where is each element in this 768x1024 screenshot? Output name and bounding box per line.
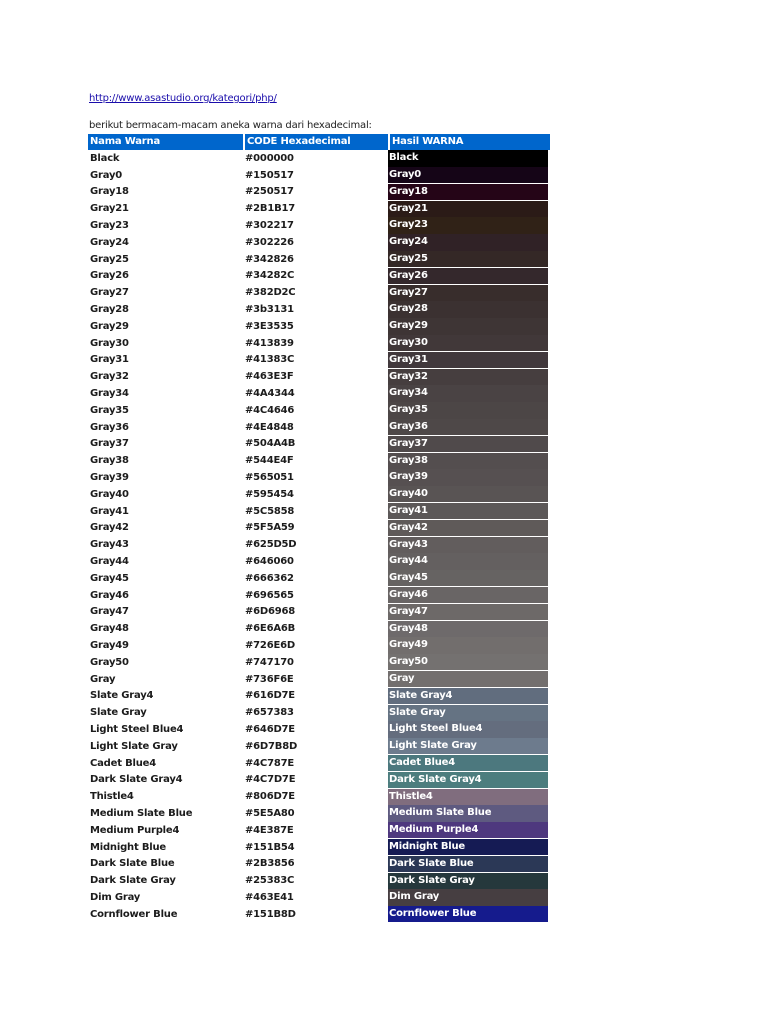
color-code: #5F5A59 <box>245 522 295 534</box>
color-code: #726E6D <box>245 640 295 651</box>
color-swatch: Gray48 <box>388 621 548 637</box>
color-swatch: Gray45 <box>388 570 548 586</box>
color-code: #6D7B8D <box>245 740 298 752</box>
color-code: #2B3856 <box>245 858 295 870</box>
color-name: Gray30 <box>90 337 129 349</box>
color-swatch: Medium Purple4 <box>388 822 548 838</box>
color-code: #3E3535 <box>245 320 294 332</box>
color-name: Gray25 <box>90 253 129 265</box>
color-name: Midnight Blue <box>90 841 166 853</box>
table-row <box>88 503 550 520</box>
table-row <box>88 368 550 385</box>
color-name: Gray38 <box>90 455 129 467</box>
color-name: Light Slate Gray <box>90 740 178 752</box>
color-swatch: Gray44 <box>388 553 548 569</box>
color-name: Gray37 <box>90 438 129 450</box>
table-row <box>88 755 550 772</box>
color-swatch: Light Steel Blue4 <box>388 721 548 737</box>
color-swatch: Gray43 <box>388 537 548 553</box>
color-swatch: Gray <box>388 671 548 687</box>
table-row <box>88 839 550 856</box>
color-name: Gray48 <box>90 623 129 635</box>
table-row <box>88 620 550 637</box>
color-code: #4A4344 <box>245 388 295 400</box>
color-name: Gray32 <box>90 371 129 383</box>
color-code: #544E4F <box>245 455 294 467</box>
color-name: Light Steel Blue4 <box>90 723 184 735</box>
color-swatch: Gray37 <box>388 436 548 452</box>
color-name: Gray47 <box>90 606 129 618</box>
table-row <box>88 419 550 436</box>
color-name: Slate Gray4 <box>90 690 154 702</box>
table-row <box>88 234 550 251</box>
table-row <box>88 889 550 906</box>
color-code: #4C787E <box>245 757 294 769</box>
table-row <box>88 452 550 469</box>
table-row <box>88 822 550 839</box>
color-code: #6E6A6B <box>245 623 296 635</box>
color-swatch: Gray18 <box>388 184 548 200</box>
color-swatch: Dark Slate Gray <box>388 873 548 889</box>
color-name: Medium Purple4 <box>90 824 180 836</box>
table-row <box>88 520 550 537</box>
table-row <box>88 352 550 369</box>
color-code: #463E3F <box>245 371 294 383</box>
color-table <box>88 134 550 923</box>
color-name: Gray35 <box>90 404 129 416</box>
color-swatch: Medium Slate Blue <box>388 805 548 821</box>
table-row <box>88 688 550 705</box>
color-code: #151B54 <box>245 841 295 853</box>
color-swatch: Gray35 <box>388 402 548 418</box>
color-code: #000000 <box>245 152 294 164</box>
color-code: #5E5A80 <box>245 807 295 819</box>
color-swatch: Gray34 <box>388 385 548 401</box>
table-row <box>88 184 550 201</box>
table-row <box>88 704 550 721</box>
table-row <box>88 570 550 587</box>
color-name: Gray42 <box>90 522 129 534</box>
color-name: Gray31 <box>90 354 129 366</box>
color-code: #657383 <box>245 707 294 719</box>
table-row <box>88 805 550 822</box>
color-code: #595454 <box>245 488 294 500</box>
color-name: Gray18 <box>90 186 129 198</box>
color-name: Gray0 <box>90 169 123 181</box>
color-name: Gray27 <box>90 287 129 299</box>
color-code: #806D7E <box>245 791 295 803</box>
color-code: #41383C <box>245 354 295 366</box>
color-swatch: Cadet Blue4 <box>388 755 548 771</box>
color-swatch: Gray47 <box>388 604 548 620</box>
color-swatch: Gray39 <box>388 469 548 485</box>
color-swatch: Dark Slate Gray4 <box>388 772 548 788</box>
color-code: #151B8D <box>245 908 296 920</box>
color-name: Gray39 <box>90 472 129 484</box>
color-name: Slate Gray <box>90 707 147 719</box>
color-swatch: Dim Gray <box>388 889 548 905</box>
color-code: #616D7E <box>245 690 295 702</box>
table-row <box>88 654 550 671</box>
color-name: Gray29 <box>90 320 129 332</box>
table-row <box>88 637 550 654</box>
header-name: Nama Warna <box>88 134 243 150</box>
table-row <box>88 402 550 419</box>
color-swatch: Thistle4 <box>388 789 548 805</box>
color-code: #646D7E <box>245 723 295 735</box>
color-swatch: Gray42 <box>388 520 548 536</box>
table-row <box>88 855 550 872</box>
color-swatch: Gray40 <box>388 486 548 502</box>
color-code: #3b3131 <box>245 304 294 316</box>
color-code: #250517 <box>245 186 294 198</box>
color-swatch: Gray28 <box>388 301 548 317</box>
color-code: #625D5D <box>245 539 297 551</box>
color-name: Dark Slate Gray <box>90 875 176 887</box>
color-code: #565051 <box>245 472 294 484</box>
table-row <box>88 604 550 621</box>
color-swatch: Gray46 <box>388 587 548 603</box>
table-row <box>88 268 550 285</box>
color-name: Gray44 <box>90 556 129 568</box>
color-code: #5C5858 <box>245 505 295 517</box>
table-row <box>88 536 550 553</box>
color-swatch: Gray0 <box>388 167 548 183</box>
color-name: Dim Gray <box>90 891 141 903</box>
color-swatch: Gray21 <box>388 201 548 217</box>
color-swatch: Black <box>388 150 548 166</box>
color-code: #302226 <box>245 236 294 248</box>
color-code: #736F6E <box>245 673 294 685</box>
color-name: Gray50 <box>90 656 129 668</box>
color-name: Gray28 <box>90 304 129 316</box>
color-code: #463E41 <box>245 891 294 903</box>
color-swatch: Gray23 <box>388 217 548 233</box>
color-name: Gray <box>90 673 116 685</box>
color-swatch: Gray27 <box>388 285 548 301</box>
source-link[interactable]: http://www.asastudio.org/kategori/php/ <box>89 93 277 104</box>
table-row <box>88 671 550 688</box>
table-row <box>88 301 550 318</box>
header-result: Hasil WARNA <box>390 134 550 150</box>
color-swatch: Gray25 <box>388 251 548 267</box>
color-code: #302217 <box>245 220 294 232</box>
color-name: Gray46 <box>90 589 129 601</box>
color-swatch: Gray31 <box>388 352 548 368</box>
color-name: Cornflower Blue <box>90 908 178 920</box>
color-code: #25383C <box>245 875 295 887</box>
color-code: #696565 <box>245 589 294 601</box>
table-row <box>88 284 550 301</box>
color-code: #34282C <box>245 270 295 282</box>
color-name: Gray45 <box>90 572 129 584</box>
table-header <box>88 134 550 150</box>
color-code: #6D6968 <box>245 606 296 618</box>
color-code: #150517 <box>245 169 294 181</box>
color-swatch: Cornflower Blue <box>388 906 548 922</box>
color-code: #4C7D7E <box>245 774 296 786</box>
color-code: #4E4848 <box>245 421 294 433</box>
color-swatch: Gray29 <box>388 318 548 334</box>
color-swatch: Gray32 <box>388 369 548 385</box>
table-row <box>88 217 550 234</box>
color-name: Gray26 <box>90 270 129 282</box>
color-name: Black <box>90 152 120 164</box>
table-row <box>88 251 550 268</box>
intro-text: berikut bermacam-macam aneka warna dari hexadecimal: <box>89 120 372 131</box>
color-swatch: Gray38 <box>388 453 548 469</box>
table-row <box>88 167 550 184</box>
table-row <box>88 738 550 755</box>
color-name: Gray49 <box>90 640 129 651</box>
table-row <box>88 436 550 453</box>
color-name: Gray40 <box>90 488 129 500</box>
color-name: Gray24 <box>90 236 129 248</box>
color-name: Gray34 <box>90 388 129 400</box>
color-swatch: Gray50 <box>388 654 548 670</box>
color-swatch: Light Slate Gray <box>388 738 548 754</box>
table-row <box>88 469 550 486</box>
color-swatch: Gray26 <box>388 268 548 284</box>
table-row <box>88 721 550 738</box>
color-code: #747170 <box>245 656 294 668</box>
color-code: #666362 <box>245 572 294 584</box>
color-swatch: Gray36 <box>388 419 548 435</box>
table-row <box>88 318 550 335</box>
color-swatch: Slate Gray <box>388 705 548 721</box>
color-swatch: Gray41 <box>388 503 548 519</box>
table-row <box>88 587 550 604</box>
table-row <box>88 150 550 167</box>
table-row <box>88 486 550 503</box>
color-name: Gray41 <box>90 505 129 517</box>
table-row <box>88 200 550 217</box>
table-row <box>88 771 550 788</box>
table-row <box>88 385 550 402</box>
table-row <box>88 553 550 570</box>
color-name: Gray21 <box>90 203 129 215</box>
color-name: Gray43 <box>90 539 129 551</box>
table-row <box>88 788 550 805</box>
color-code: #646060 <box>245 556 294 568</box>
color-name: Gray23 <box>90 220 129 232</box>
color-code: #2B1B17 <box>245 203 296 215</box>
color-swatch: Gray49 <box>388 637 548 653</box>
color-name: Dark Slate Gray4 <box>90 774 183 786</box>
table-row <box>88 335 550 352</box>
table-body <box>88 150 550 923</box>
color-swatch: Dark Slate Blue <box>388 856 548 872</box>
color-code: #4E387E <box>245 824 294 836</box>
header-code: CODE Hexadecimal <box>245 134 388 150</box>
color-swatch: Gray24 <box>388 234 548 250</box>
color-swatch: Slate Gray4 <box>388 688 548 704</box>
color-name: Gray36 <box>90 421 129 433</box>
color-swatch: Gray30 <box>388 335 548 351</box>
table-row <box>88 906 550 923</box>
color-name: Dark Slate Blue <box>90 858 175 870</box>
color-code: #413839 <box>245 337 294 349</box>
color-name: Cadet Blue4 <box>90 757 156 769</box>
color-code: #382D2C <box>245 287 296 299</box>
color-name: Thistle4 <box>90 791 134 803</box>
color-code: #504A4B <box>245 438 296 450</box>
color-code: #4C4646 <box>245 404 295 416</box>
color-swatch: Midnight Blue <box>388 839 548 855</box>
color-name: Medium Slate Blue <box>90 807 193 819</box>
color-code: #342826 <box>245 253 294 265</box>
table-row <box>88 872 550 889</box>
